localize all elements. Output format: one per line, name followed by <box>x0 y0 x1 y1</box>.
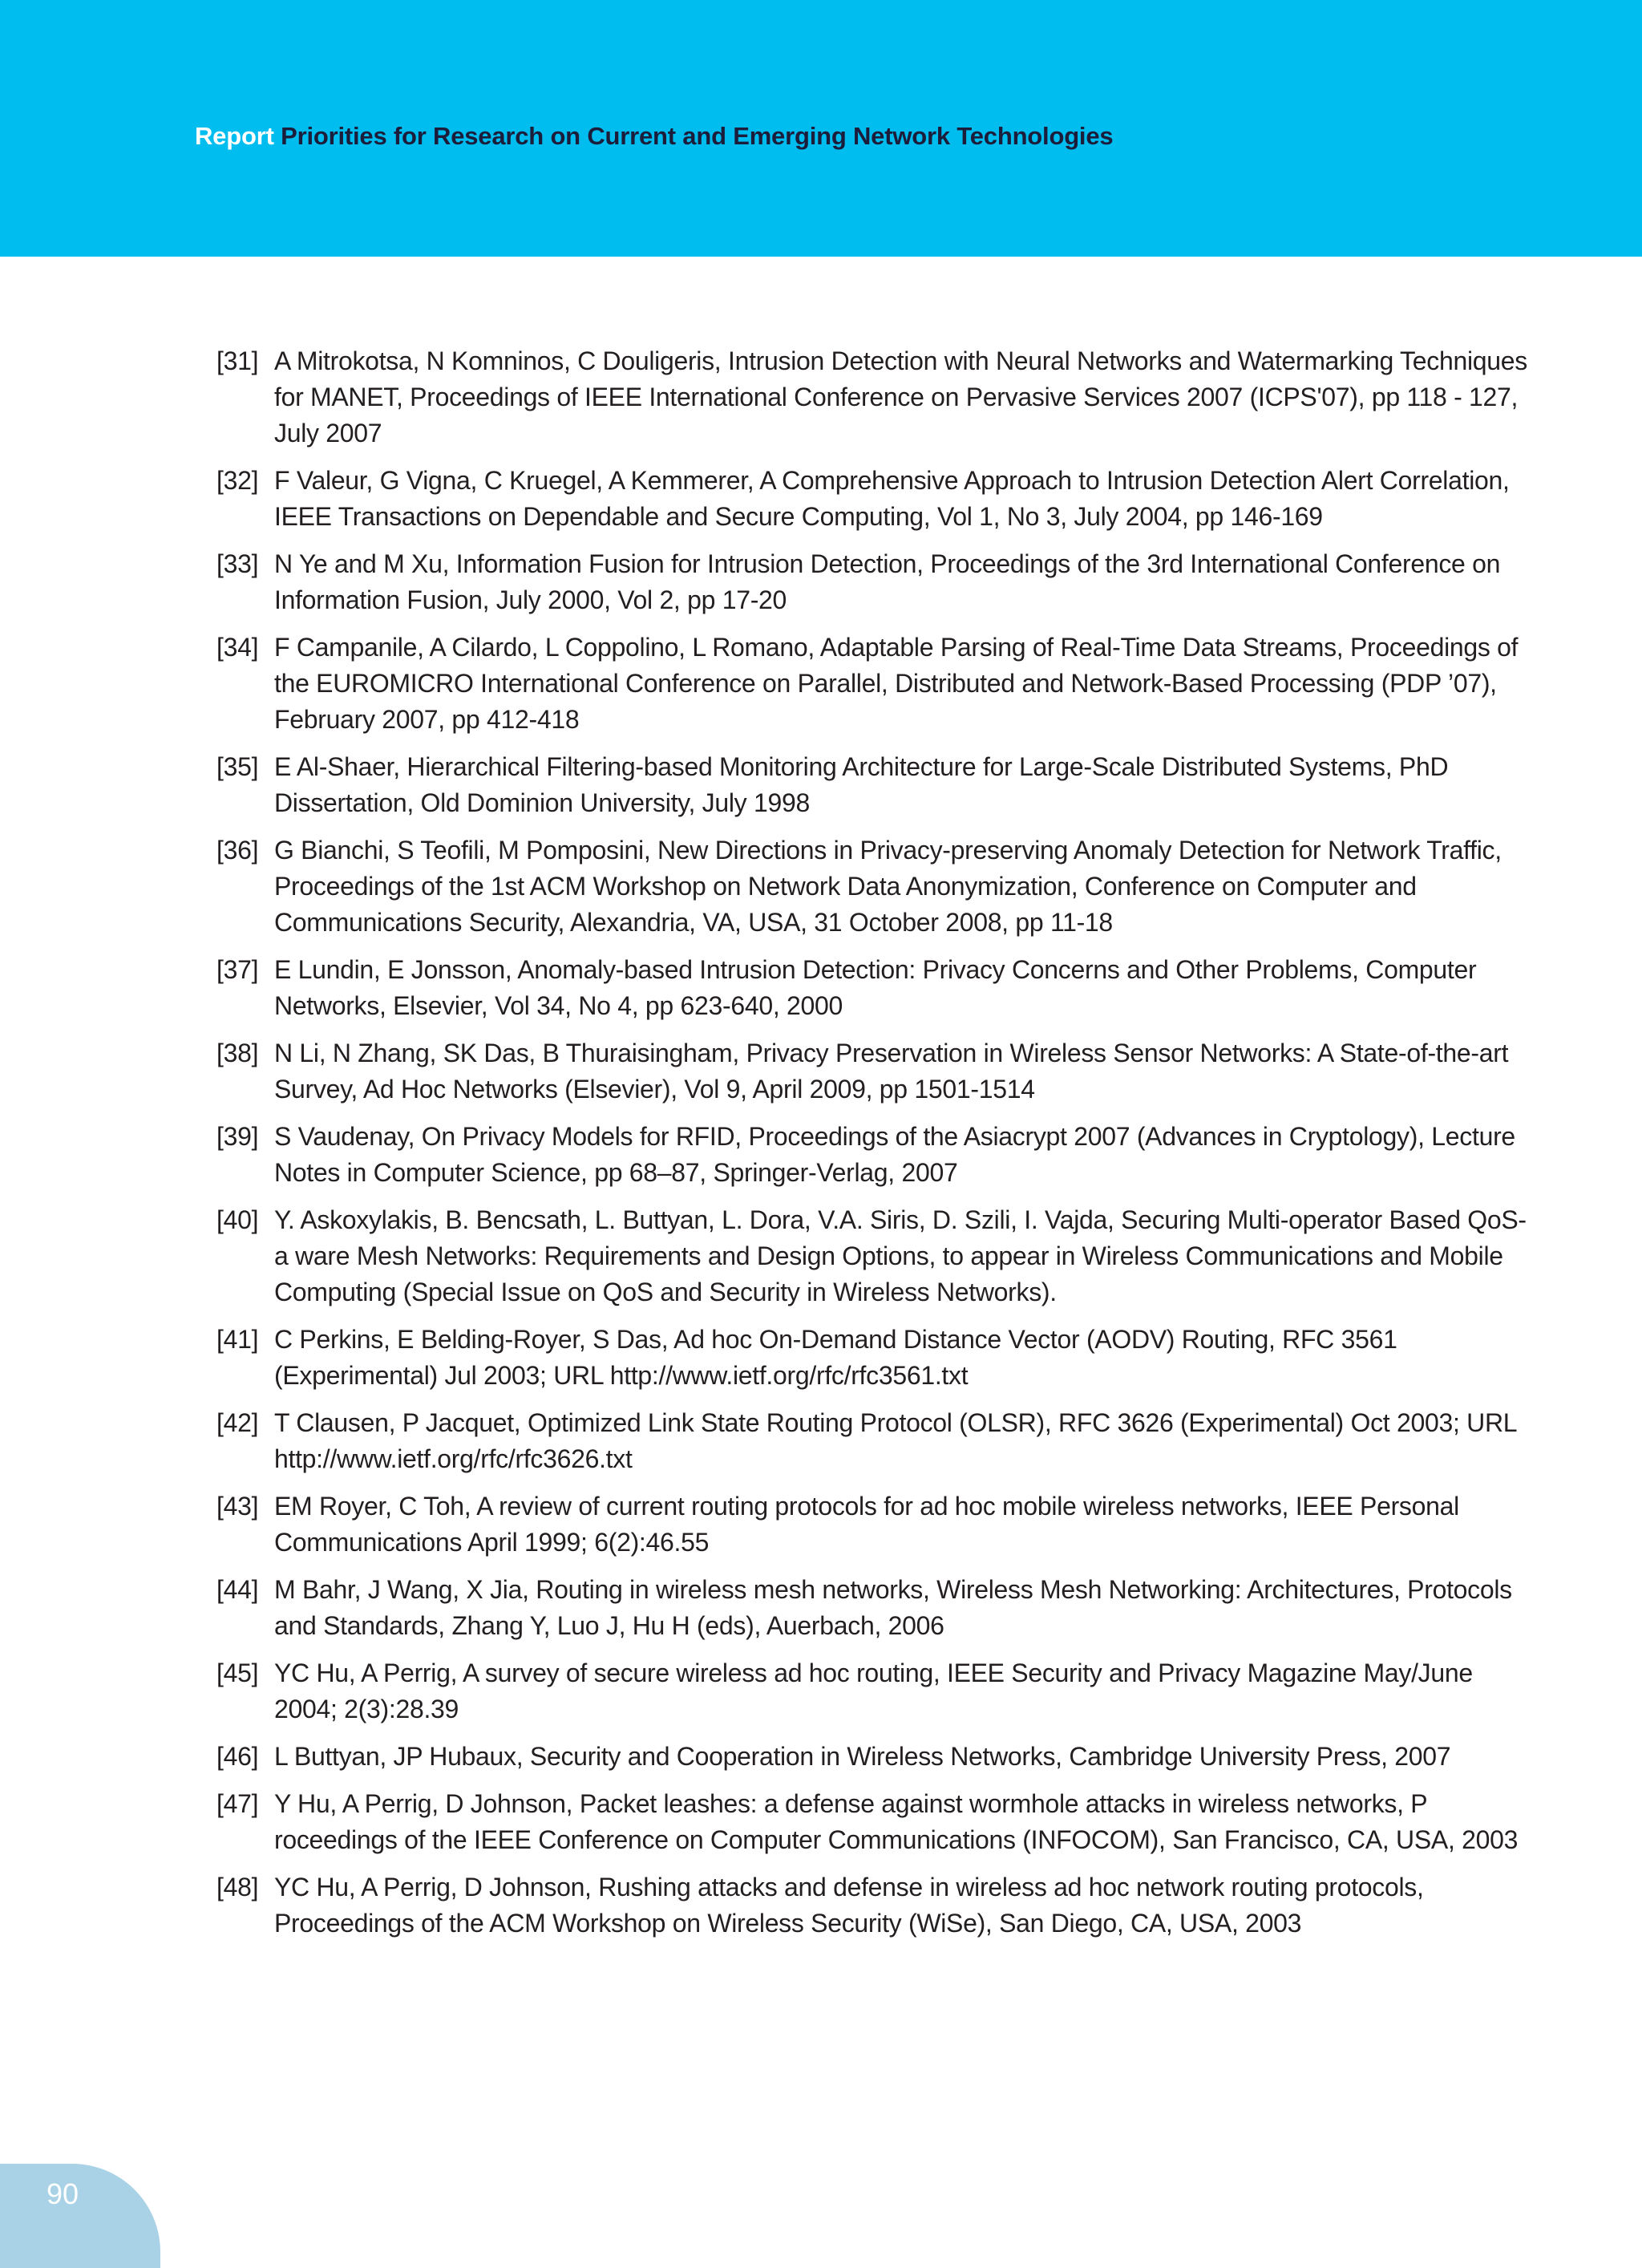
reference-list <box>216 343 1531 1953</box>
reference-text: C Perkins, E Belding-Royer, S Das, Ad hoc On-Demand Distance Vector (AODV) Routing, RFC 3561 (Experimental) Jul 2003; URL http://www.ietf.org/rfc/rfc3561.txt <box>274 1325 1397 1390</box>
reference-number: [40] <box>216 1205 259 1234</box>
report-label: Report <box>195 122 274 150</box>
reference-item <box>216 546 1531 618</box>
reference-number: [44] <box>216 1575 259 1604</box>
reference-item <box>216 1488 1531 1561</box>
reference-item <box>216 1119 1531 1191</box>
reference-number: [46] <box>216 1742 259 1771</box>
reference-text: YC Hu, A Perrig, D Johnson, Rushing attacks and defense in wireless ad hoc network routing protocols, Proceedings of the ACM Workshop on Wireless Security (WiSe), San Diego, CA, USA, 2003 <box>274 1873 1424 1938</box>
reference-text: F Campanile, A Cilardo, L Coppolino, L Romano, Adaptable Parsing of Real-Time Data Streams, Proceedings of the EUROMICRO International Conference on Parallel, Distributed and Network-Based Processing (PDP ’07), February 2007, pp 412-418 <box>274 633 1519 734</box>
reference-text: M Bahr, J Wang, X Jia, Routing in wireless mesh networks, Wireless Mesh Networking: Architectures, Protocols and Standards, Zhang Y, Luo J, Hu H (eds), Auerbach, 2006 <box>274 1575 1512 1640</box>
header-banner <box>0 0 1642 257</box>
reference-item <box>216 952 1531 1024</box>
reference-item <box>216 1322 1531 1394</box>
reference-number: [41] <box>216 1325 259 1354</box>
report-title-text: Priorities for Research on Current and Emerging Network Technologies <box>281 122 1114 150</box>
reference-item <box>216 1202 1531 1310</box>
reference-number: [39] <box>216 1122 259 1151</box>
reference-text: F Valeur, G Vigna, C Kruegel, A Kemmerer, A Comprehensive Approach to Intrusion Detection Alert Correlation, IEEE Transactions on Dependable and Secure Computing, Vol 1, No 3, July 2004, pp 146-169 <box>274 466 1510 531</box>
reference-text: G Bianchi, S Teofili, M Pomposini, New Directions in Privacy-preserving Anomaly Detection for Network Traffic, Proceedings of the 1st ACM Workshop on Network Data Anonymization, Conference on Computer and Communications Security, Alexandria, VA, USA, 31 October 2008, pp 11-18 <box>274 836 1502 937</box>
reference-item <box>216 343 1531 452</box>
reference-number: [36] <box>216 836 259 865</box>
reference-text: Y. Askoxylakis, B. Bencsath, L. Buttyan, L. Dora, V.A. Siris, D. Szili, I. Vajda, Securing Multi-operator Based QoS-a ware Mesh Networks: Requirements and Design Options, to appear in Wireless Communications and Mobile Computing (Special Issue on QoS and Security in Wireless Networks). <box>274 1205 1527 1306</box>
reference-text: YC Hu, A Perrig, A survey of secure wireless ad hoc routing, IEEE Security and Privacy Magazine May/June 2004; 2(3):28.39 <box>274 1658 1473 1723</box>
reference-text: EM Royer, C Toh, A review of current routing protocols for ad hoc mobile wireless networks, IEEE Personal Communications April 1999; 6(2):46.55 <box>274 1492 1459 1557</box>
reference-text: S Vaudenay, On Privacy Models for RFID, Proceedings of the Asiacrypt 2007 (Advances in Cryptology), Lecture Notes in Computer Science, pp 68–87, Springer-Verlag, 2007 <box>274 1122 1515 1187</box>
reference-text: Y Hu, A Perrig, D Johnson, Packet leashes: a defense against wormhole attacks in wireless networks, P roceedings of the IEEE Conference on Computer Communications (INFOCOM), San Francisco, CA, USA, 2003 <box>274 1789 1519 1854</box>
reference-item <box>216 1035 1531 1108</box>
reference-number: [45] <box>216 1658 259 1687</box>
reference-number: [42] <box>216 1408 259 1437</box>
reference-number: [34] <box>216 633 259 662</box>
report-title <box>195 119 1113 154</box>
reference-text: N Ye and M Xu, Information Fusion for Intrusion Detection, Proceedings of the 3rd International Conference on Information Fusion, July 2000, Vol 2, pp 17-20 <box>274 549 1501 614</box>
reference-item <box>216 749 1531 821</box>
reference-number: [31] <box>216 346 259 375</box>
reference-item <box>216 1655 1531 1727</box>
reference-item <box>216 1572 1531 1644</box>
reference-text: N Li, N Zhang, SK Das, B Thuraisingham, Privacy Preservation in Wireless Sensor Networks: A State-of-the-art Survey, Ad Hoc Networks (Elsevier), Vol 9, April 2009, pp 1501-1514 <box>274 1039 1509 1104</box>
reference-item <box>216 630 1531 738</box>
reference-item <box>216 832 1531 941</box>
reference-number: [37] <box>216 955 259 984</box>
reference-number: [47] <box>216 1789 259 1818</box>
reference-number: [43] <box>216 1492 259 1521</box>
reference-item <box>216 1739 1531 1775</box>
reference-item <box>216 463 1531 535</box>
page-number-tab <box>0 2164 160 2268</box>
reference-number: [33] <box>216 549 259 578</box>
reference-item <box>216 1786 1531 1858</box>
page-number: 90 <box>47 2177 79 2210</box>
reference-item <box>216 1869 1531 1942</box>
reference-text: E Lundin, E Jonsson, Anomaly-based Intrusion Detection: Privacy Concerns and Other Problems, Computer Networks, Elsevier, Vol 34, No 4, pp 623-640, 2000 <box>274 955 1477 1020</box>
reference-text: E Al-Shaer, Hierarchical Filtering-based Monitoring Architecture for Large-Scale Distributed Systems, PhD Dissertation, Old Dominion University, July 1998 <box>274 752 1449 817</box>
reference-text: T Clausen, P Jacquet, Optimized Link State Routing Protocol (OLSR), RFC 3626 (Experimental) Oct 2003; URL http://www.ietf.org/rfc/rfc3626.txt <box>274 1408 1517 1473</box>
reference-number: [48] <box>216 1873 259 1901</box>
reference-text: L Buttyan, JP Hubaux, Security and Cooperation in Wireless Networks, Cambridge University Press, 2007 <box>274 1742 1451 1771</box>
reference-text: A Mitrokotsa, N Komninos, C Douligeris, Intrusion Detection with Neural Networks and Watermarking Techniques for MANET, Proceedings of IEEE International Conference on Pervasive Services 2007 (ICPS'07), pp 118 - 127, July 2007 <box>274 346 1527 448</box>
reference-number: [35] <box>216 752 259 781</box>
reference-number: [38] <box>216 1039 259 1067</box>
reference-item <box>216 1405 1531 1477</box>
reference-number: [32] <box>216 466 259 495</box>
